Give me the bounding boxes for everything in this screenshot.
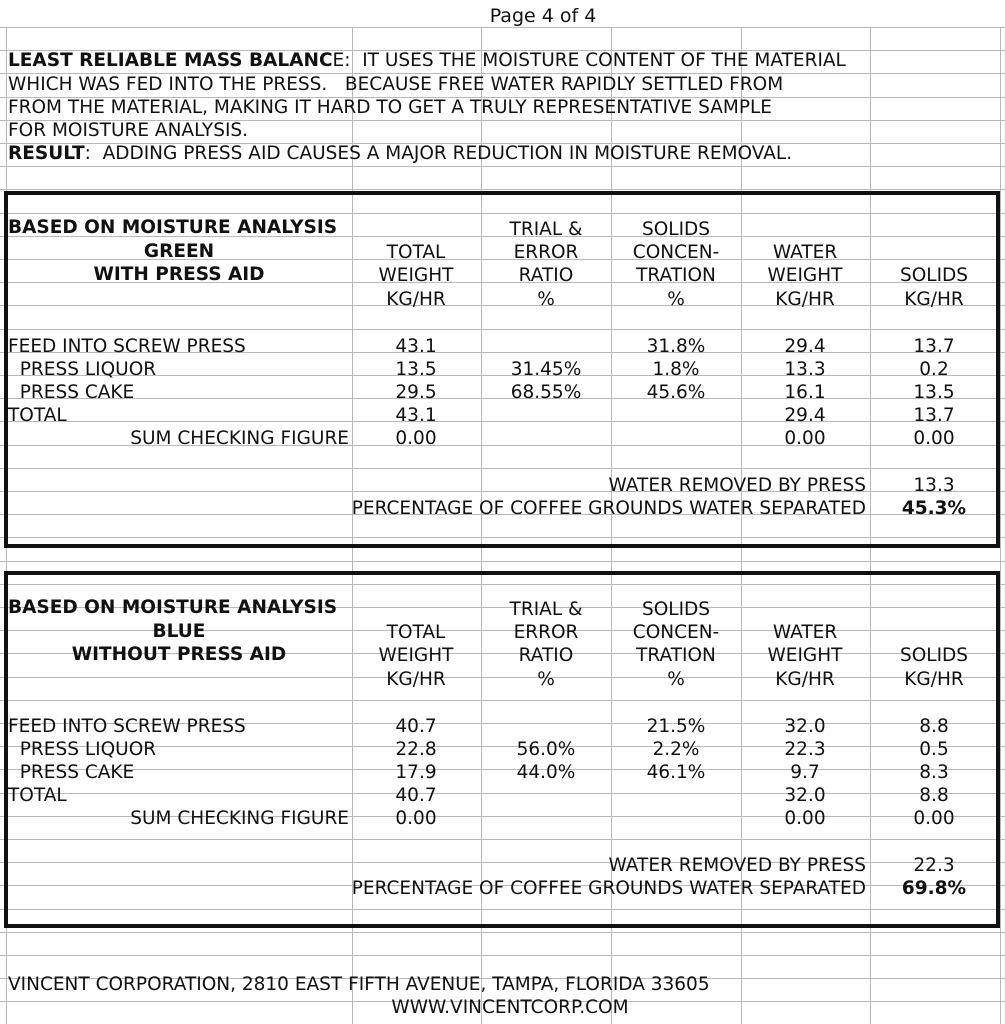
blue-water-removed-value: 22.3 — [913, 855, 955, 876]
green-col-conc-1: SOLIDS — [641, 219, 711, 240]
blue-feed-solids: 8.8 — [919, 716, 949, 737]
green-col-total-2: WEIGHT — [378, 265, 454, 286]
green-subtitle: WITH PRESS AID — [93, 264, 265, 285]
green-col-ratio-2: ERROR — [513, 242, 579, 263]
blue-total-solids: 8.8 — [919, 785, 949, 806]
green-col-ratio-4: % — [537, 289, 555, 310]
intro-line-4: FOR MOISTURE ANALYSIS. — [8, 120, 249, 141]
page-label: Page 4 of 4 — [489, 5, 597, 27]
blue-liquor-total: 22.8 — [395, 739, 437, 760]
green-water-removed-label: WATER REMOVED BY PRESS — [608, 475, 866, 496]
blue-col-ratio-4: % — [537, 669, 555, 690]
green-sum-total: 0.00 — [395, 428, 437, 449]
blue-cake-conc: 46.1% — [646, 762, 706, 783]
blue-row-feed-label: FEED INTO SCREW PRESS — [8, 716, 246, 737]
green-sum-solids: 0.00 — [913, 428, 955, 449]
intro-line-1 — [8, 49, 846, 72]
green-cake-total: 29.5 — [395, 382, 437, 403]
blue-col-conc-3: TRATION — [636, 645, 716, 666]
green-total-solids: 13.7 — [913, 405, 955, 426]
intro-line-1-bold: LEAST RELIABLE MASS BALANC — [8, 50, 333, 71]
blue-liquor-conc: 2.2% — [652, 739, 700, 760]
green-row-feed-label: FEED INTO SCREW PRESS — [8, 336, 246, 357]
blue-title: BASED ON MOISTURE ANALYSIS — [8, 597, 338, 618]
green-col-solids-2: KG/HR — [904, 289, 964, 310]
green-row-sum-check-label: SUM CHECKING FIGURE — [130, 428, 349, 449]
blue-liquor-water: 22.3 — [784, 739, 826, 760]
green-cake-solids: 13.5 — [913, 382, 955, 403]
green-total-total: 43.1 — [395, 405, 437, 426]
green-liquor-solids: 0.2 — [919, 359, 949, 380]
blue-total-total: 40.7 — [395, 785, 437, 806]
green-cake-conc: 45.6% — [646, 382, 706, 403]
blue-col-total-3: KG/HR — [386, 669, 446, 690]
result-label: RESULT — [8, 143, 85, 164]
green-water-removed-value: 13.3 — [913, 475, 955, 496]
green-col-ratio-1: TRIAL & — [509, 219, 583, 240]
green-feed-solids: 13.7 — [913, 336, 955, 357]
blue-col-ratio-3: RATIO — [518, 645, 574, 666]
blue-col-water-1: WATER — [772, 622, 838, 643]
blue-feed-water: 32.0 — [784, 716, 826, 737]
blue-feed-total: 40.7 — [395, 716, 437, 737]
intro-line-2: WHICH WAS FED INTO THE PRESS. BECAUSE FREE WATER RAPIDLY SETTLED FROM — [8, 74, 784, 95]
result-text: : ADDING PRESS AID CAUSES A MAJOR REDUCTION IN MOISTURE REMOVAL. — [84, 143, 793, 164]
result-line — [8, 142, 792, 165]
green-cake-water: 16.1 — [784, 382, 826, 403]
green-col-conc-3: TRATION — [636, 265, 716, 286]
blue-col-ratio-2: ERROR — [513, 622, 579, 643]
green-sum-water: 0.00 — [784, 428, 826, 449]
blue-col-water-3: KG/HR — [775, 669, 835, 690]
blue-row-liquor-label: PRESS LIQUOR — [8, 739, 157, 760]
intro-line-3: FROM THE MATERIAL, MAKING IT HARD TO GET A TRULY REPRESENTATIVE SAMPLE — [8, 97, 772, 118]
blue-pct-separated-label: PERCENTAGE OF COFFEE GROUNDS WATER SEPARATED — [351, 878, 866, 899]
blue-liquor-ratio: 56.0% — [516, 739, 576, 760]
blue-feed-conc: 21.5% — [646, 716, 706, 737]
blue-col-conc-1: SOLIDS — [641, 599, 711, 620]
blue-col-solids-2: KG/HR — [904, 669, 964, 690]
green-liquor-water: 13.3 — [784, 359, 826, 380]
blue-row-sum-check-label: SUM CHECKING FIGURE — [130, 808, 349, 829]
green-col-solids-1: SOLIDS — [899, 265, 969, 286]
green-row-cake-label: PRESS CAKE — [8, 382, 135, 403]
blue-cake-water: 9.7 — [790, 762, 820, 783]
blue-col-conc-4: % — [667, 669, 685, 690]
green-col-water-3: KG/HR — [775, 289, 835, 310]
blue-row-total-label: TOTAL — [8, 785, 67, 806]
blue-liquor-solids: 0.5 — [919, 739, 949, 760]
green-feed-total: 43.1 — [395, 336, 437, 357]
green-col-ratio-3: RATIO — [518, 265, 574, 286]
blue-col-total-2: WEIGHT — [378, 645, 454, 666]
green-col-total-1: TOTAL — [386, 242, 446, 263]
green-feed-conc: 31.8% — [646, 336, 706, 357]
blue-sum-total: 0.00 — [395, 808, 437, 829]
blue-col-solids-1: SOLIDS — [899, 645, 969, 666]
green-col-water-2: WEIGHT — [767, 265, 843, 286]
blue-cake-ratio: 44.0% — [516, 762, 576, 783]
blue-sum-water: 0.00 — [784, 808, 826, 829]
green-title: BASED ON MOISTURE ANALYSIS — [8, 217, 338, 238]
blue-row-cake-label: PRESS CAKE — [8, 762, 135, 783]
green-col-conc-2: CONCEN- — [632, 242, 720, 263]
blue-total-water: 32.0 — [784, 785, 826, 806]
blue-subtitle: WITHOUT PRESS AID — [71, 644, 287, 665]
green-pct-separated-value: 45.3% — [901, 498, 967, 519]
footer-website: WWW.VINCENTCORP.COM — [391, 997, 629, 1018]
green-col-water-1: WATER — [772, 242, 838, 263]
blue-color-name: BLUE — [152, 621, 206, 642]
green-color-name: GREEN — [143, 241, 215, 262]
green-total-water: 29.4 — [784, 405, 826, 426]
green-liquor-conc: 1.8% — [652, 359, 700, 380]
blue-water-removed-label: WATER REMOVED BY PRESS — [608, 855, 866, 876]
blue-sum-solids: 0.00 — [913, 808, 955, 829]
blue-col-ratio-1: TRIAL & — [509, 599, 583, 620]
blue-col-water-2: WEIGHT — [767, 645, 843, 666]
green-feed-water: 29.4 — [784, 336, 826, 357]
blue-col-total-1: TOTAL — [386, 622, 446, 643]
green-liquor-ratio: 31.45% — [510, 359, 582, 380]
green-pct-separated-label: PERCENTAGE OF COFFEE GROUNDS WATER SEPARATED — [351, 498, 866, 519]
blue-cake-total: 17.9 — [395, 762, 437, 783]
blue-col-conc-2: CONCEN- — [632, 622, 720, 643]
green-col-total-3: KG/HR — [386, 289, 446, 310]
green-col-conc-4: % — [667, 289, 685, 310]
green-liquor-total: 13.5 — [395, 359, 437, 380]
green-row-liquor-label: PRESS LIQUOR — [8, 359, 157, 380]
green-row-total-label: TOTAL — [8, 405, 67, 426]
blue-pct-separated-value: 69.8% — [901, 878, 967, 899]
blue-cake-solids: 8.3 — [919, 762, 949, 783]
green-cake-ratio: 68.55% — [510, 382, 582, 403]
intro-line-1-rest: E: IT USES THE MOISTURE CONTENT OF THE MATERIAL — [332, 50, 846, 71]
footer-address: VINCENT CORPORATION, 2810 EAST FIFTH AVENUE, TAMPA, FLORIDA 33605 — [8, 974, 710, 995]
